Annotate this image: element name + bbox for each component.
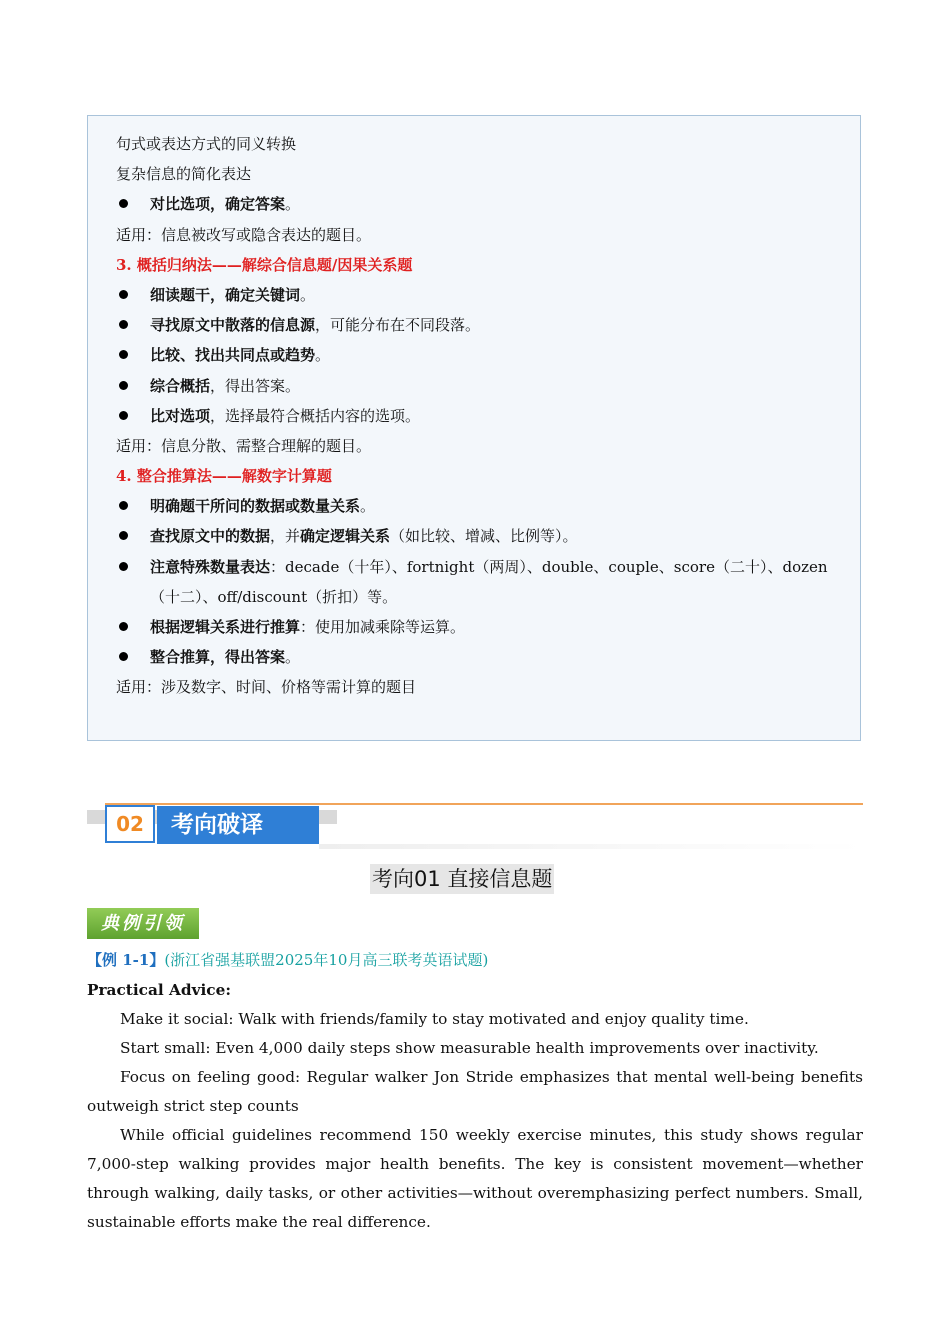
bullet-text: ，选择最符合概括内容的选项。: [210, 406, 421, 425]
method-heading: 3. 概括归纳法——解综合信息题/因果关系题: [116, 255, 413, 274]
banner-number: 02: [105, 805, 155, 843]
bullet-icon: [119, 320, 128, 329]
example-source: (浙江省强基联盟2025年10月高三联考英语试题): [164, 951, 489, 969]
banner-rule: [105, 803, 863, 805]
bullet-bold: 整合推算，得出答案: [150, 647, 286, 666]
bullet-item: [116, 491, 860, 521]
bullet-item: [116, 280, 860, 310]
bullet-bold: 比较、找出共同点或趋势: [150, 346, 316, 365]
banner-title: 考向破译: [157, 806, 319, 844]
bullet-item: [116, 189, 860, 219]
bullet-item: [116, 552, 860, 612]
passage-paragraph: Start small: Even 4,000 daily steps show measurable health improvements over inactivity.: [120, 1039, 819, 1057]
bullet-item: [116, 521, 860, 551]
bullet-icon: [119, 622, 128, 631]
bullet-text: 。: [285, 647, 301, 666]
section-banner: [87, 800, 863, 850]
bullet-text: ，得出答案。: [210, 376, 301, 395]
applies-line: 适用：信息分散、需整合理解的题目。: [116, 436, 372, 455]
bullet-icon: [119, 350, 128, 359]
bullet-item: [116, 371, 860, 401]
bullet-text: ：使用加减乘除等运算。: [300, 617, 466, 636]
bullet-text: 。: [360, 497, 376, 516]
bullet-bold: 比对选项: [150, 406, 211, 425]
bullet-bold: 确定逻辑关系: [300, 527, 391, 546]
banner-shadow: [319, 844, 863, 849]
bullet-icon: [119, 501, 128, 510]
bullet-item: [116, 340, 860, 370]
bullet-icon: [119, 290, 128, 299]
bullet-icon: [119, 652, 128, 661]
bullet-text: 。: [315, 346, 331, 365]
bullet-bold: 明确题干所问的数据或数量关系: [150, 497, 361, 516]
bullet-item: [116, 612, 860, 642]
bullet-bold: 查找原文中的数据: [150, 527, 271, 546]
bullet-text: 。: [285, 195, 301, 214]
text-line: 复杂信息的简化表达: [116, 165, 252, 184]
reading-passage: [87, 976, 863, 1237]
bullet-bold: 根据逻辑关系进行推算: [150, 617, 301, 636]
bullet-bold: 寻找原文中散落的信息源: [150, 316, 316, 335]
bullet-icon: [119, 562, 128, 571]
example-tag: 【例 1-1】: [87, 951, 165, 969]
section-title: 考向01 直接信息题: [370, 864, 554, 894]
passage-heading: Practical Advice:: [87, 981, 231, 999]
passage-paragraph: Focus on feeling good: Regular walker Jon Stride emphasizes that mental well-being benefits outweigh strict step counts: [87, 1068, 863, 1115]
bullet-item: [116, 401, 860, 431]
applies-line: 适用：涉及数字、时间、价格等需计算的题目: [116, 678, 417, 696]
bullet-text: ：decade（十年）、fortnight（两周）、double、couple、score（二十）、dozen（十二）、off/discount（折扣）等。: [150, 557, 828, 606]
passage-paragraph: While official guidelines recommend 150 weekly exercise minutes, this study shows regular 7,000-step walking provides major health benefits. The key is consistent movement—whether through walking, daily tasks, or other activities—without overemphasizing perfect numbers. Small, sustainable efforts make the real difference.: [87, 1126, 863, 1231]
example-header: [87, 946, 488, 975]
bullet-bold: 注意特殊数量表达: [150, 557, 271, 576]
bullet-text: （如比较、增减、比例等）。: [390, 527, 578, 546]
bullet-bold: 对比选项，确定答案: [150, 195, 286, 214]
bullet-icon: [119, 199, 128, 208]
bullet-item: [116, 642, 860, 672]
bullet-text: 。: [300, 285, 316, 304]
method-summary-box: [87, 115, 861, 741]
method-heading: 4. 整合推算法——解数字计算题: [116, 467, 332, 486]
text-line: 句式或表达方式的同义转换: [116, 135, 297, 153]
bullet-text: ，可能分布在不同段落。: [315, 316, 481, 335]
passage-paragraph: Make it social: Walk with friends/family to stay motivated and enjoy quality time.: [120, 1010, 749, 1028]
bullet-icon: [119, 411, 128, 420]
bullet-bold: 细读题干，确定关键词: [150, 285, 301, 304]
bullet-text: ，并: [270, 527, 301, 546]
bullet-item: [116, 310, 860, 340]
example-badge: 典例引领: [87, 908, 199, 939]
applies-line: 适用：信息被改写或隐含表达的题目。: [116, 225, 372, 244]
bullet-bold: 综合概括: [150, 376, 211, 395]
bullet-icon: [119, 531, 128, 540]
bullet-icon: [119, 381, 128, 390]
